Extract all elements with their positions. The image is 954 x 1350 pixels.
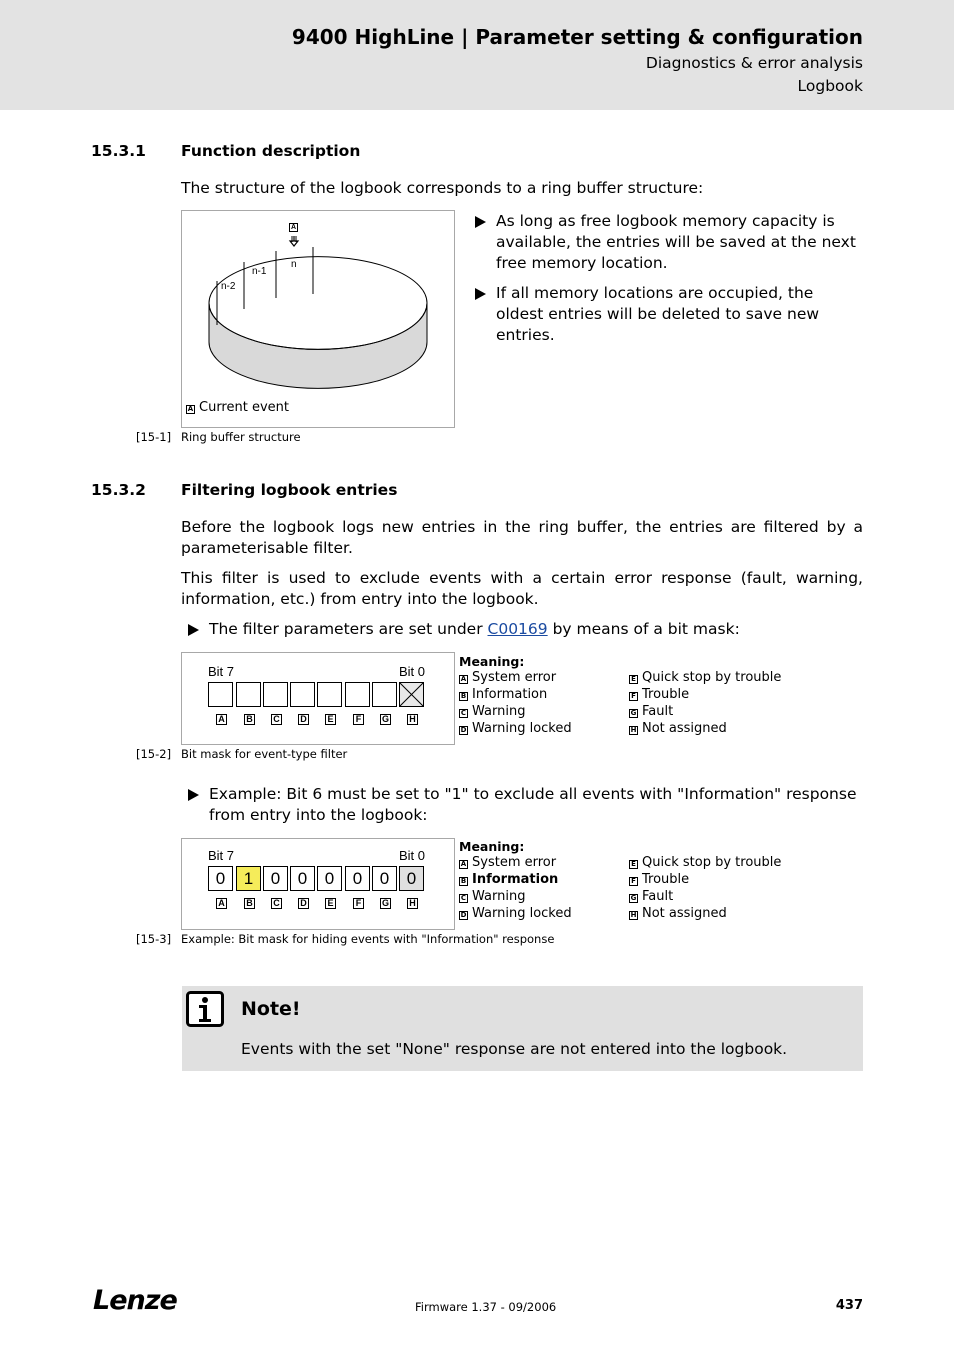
bullet-arrow-icon (188, 624, 199, 636)
filter-paragraph-1: Before the logbook logs new entries in the ring buffer, the entries are filtered by a parameterisable filter. (181, 518, 863, 557)
bullet-arrow-icon (188, 789, 199, 801)
bit-value-highlighted: 1 (236, 866, 261, 891)
bullet-arrow-icon (475, 288, 486, 300)
figure-number: [15-3] (136, 932, 172, 946)
meaning-item: A System error (460, 855, 557, 870)
info-icon (186, 991, 224, 1027)
section-number: 15.3.2 (91, 481, 146, 499)
section-heading: Function description (181, 142, 361, 160)
bit-value: 0 (372, 866, 397, 891)
figure-number: [15-1] (136, 430, 172, 444)
slot-label-n-1: n-1 (252, 266, 267, 277)
note-text: Events with the set "None" response are not entered into the logbook. (241, 1040, 788, 1058)
firmware-version: Firmware 1.37 - 09/2006 (415, 1300, 557, 1314)
bit-letter: G (381, 714, 389, 724)
bit-letter: B (244, 898, 255, 909)
meaning-item: A System error (460, 670, 557, 685)
meaning-item: D Warning locked (460, 906, 572, 921)
note-box (182, 986, 863, 1071)
figure-caption: Example: Bit mask for hiding events with "Information" response (181, 932, 555, 946)
legend-marker: A (187, 405, 194, 413)
bullet-arrow-icon (475, 216, 486, 228)
bit-value: 0 (345, 866, 370, 891)
bit-cell (317, 682, 342, 707)
bit-value: 0 (399, 866, 424, 891)
bullet-item: If all memory locations are occupied, the oldest entries will be deleted to save new entries. (475, 283, 865, 346)
chapter-title: Diagnostics & error analysis (645, 54, 863, 72)
bit-letter: F (353, 714, 364, 725)
figure-caption: Bit mask for event-type filter (181, 747, 348, 761)
bit0-label: Bit 0 (399, 664, 426, 679)
bit-letter: A (216, 714, 227, 725)
bit-letter: A (216, 898, 227, 909)
bit-value: 0 (317, 866, 342, 891)
section-number: 15.3.1 (91, 142, 146, 160)
ring-buffer-bullets (475, 211, 865, 355)
bit-letter: E (325, 898, 336, 909)
section-title: Logbook (797, 77, 863, 95)
bit-value: 0 (290, 866, 315, 891)
bit-letter: C (271, 714, 282, 725)
meaning-item: C Warning (460, 889, 526, 904)
note-title: Note! (241, 998, 301, 1020)
meaning-item: C Warning (460, 704, 526, 719)
bit-cell (236, 682, 261, 707)
bit-value: 0 (208, 866, 233, 891)
meaning-item: E Quick stop by trouble (629, 670, 781, 685)
current-event-marker: A (290, 224, 297, 231)
bit-letter: D (298, 898, 309, 909)
meaning-item: F Trouble (629, 872, 689, 887)
bullet-item: As long as free logbook memory capacity is available, the entries will be saved at the next free memory location. (475, 211, 865, 274)
meaning-item: B Information (460, 687, 548, 702)
bit-letter: D (298, 714, 309, 725)
bit-cell-unassigned (399, 682, 424, 707)
document-title: 9400 HighLine | Parameter setting & configuration (291, 25, 863, 49)
bit-cell (208, 682, 233, 707)
meaning-heading: Meaning: (459, 654, 525, 669)
bit-letter: F (353, 898, 364, 909)
meaning-item-highlighted: B Information (460, 872, 559, 887)
meaning-item: F Trouble (629, 687, 689, 702)
slot-label-n: n (291, 259, 297, 270)
page-number: 437 (835, 1298, 863, 1313)
bit-letter: E (325, 714, 336, 725)
bit-cell (290, 682, 315, 707)
ring-buffer-figure (181, 210, 455, 428)
bitmask-figure (181, 652, 455, 745)
filter-paragraph-2: This filter is used to exclude events with a certain error response (fault, warning, information, etc.) from entry into the logbook. (181, 569, 863, 608)
bit-letter: C (271, 898, 282, 909)
ring-buffer-diagram (182, 211, 454, 427)
bit-cell (263, 682, 288, 707)
figure-legend (186, 400, 289, 415)
meaning-item: G Fault (630, 704, 674, 719)
bullet-item: Example: Bit 6 must be set to "1" to exclude all events with "Information" response from entry into the logbook: (188, 784, 859, 826)
slot-label-n-2: n-2 (221, 281, 236, 292)
parameter-link-c00169[interactable]: C00169 (487, 620, 548, 638)
bit-value: 0 (263, 866, 288, 891)
page-header (0, 0, 954, 110)
bit-letter: B (244, 714, 255, 725)
intro-paragraph: The structure of the logbook corresponds to a ring buffer structure: (181, 179, 704, 197)
bit7-label: Bit 7 (208, 664, 235, 679)
bit-letter: G (381, 898, 389, 908)
meaning-item: H Not assigned (630, 906, 727, 921)
bitmask-example-figure (181, 838, 455, 930)
meaning-item: D Warning locked (460, 721, 572, 736)
cross-icon (400, 683, 423, 706)
figure-caption: Ring buffer structure (181, 430, 301, 444)
section-heading: Filtering logbook entries (181, 481, 398, 499)
bit0-label: Bit 0 (399, 848, 426, 863)
meaning-item: G Fault (630, 889, 674, 904)
bit7-label: Bit 7 (208, 848, 235, 863)
bullet-item: The filter parameters are set under C00169 by means of a bit mask: (188, 619, 889, 640)
figure-number: [15-2] (136, 747, 172, 761)
bit-letter: H (407, 714, 418, 725)
bit-cell (345, 682, 370, 707)
legend-text: Current event (199, 400, 289, 415)
meaning-heading: Meaning: (459, 839, 525, 854)
bit-cell (372, 682, 397, 707)
company-logo: Lenze (93, 1285, 177, 1316)
meaning-item: H Not assigned (630, 721, 727, 736)
meaning-item: E Quick stop by trouble (629, 855, 781, 870)
bit-letter: H (407, 898, 418, 909)
